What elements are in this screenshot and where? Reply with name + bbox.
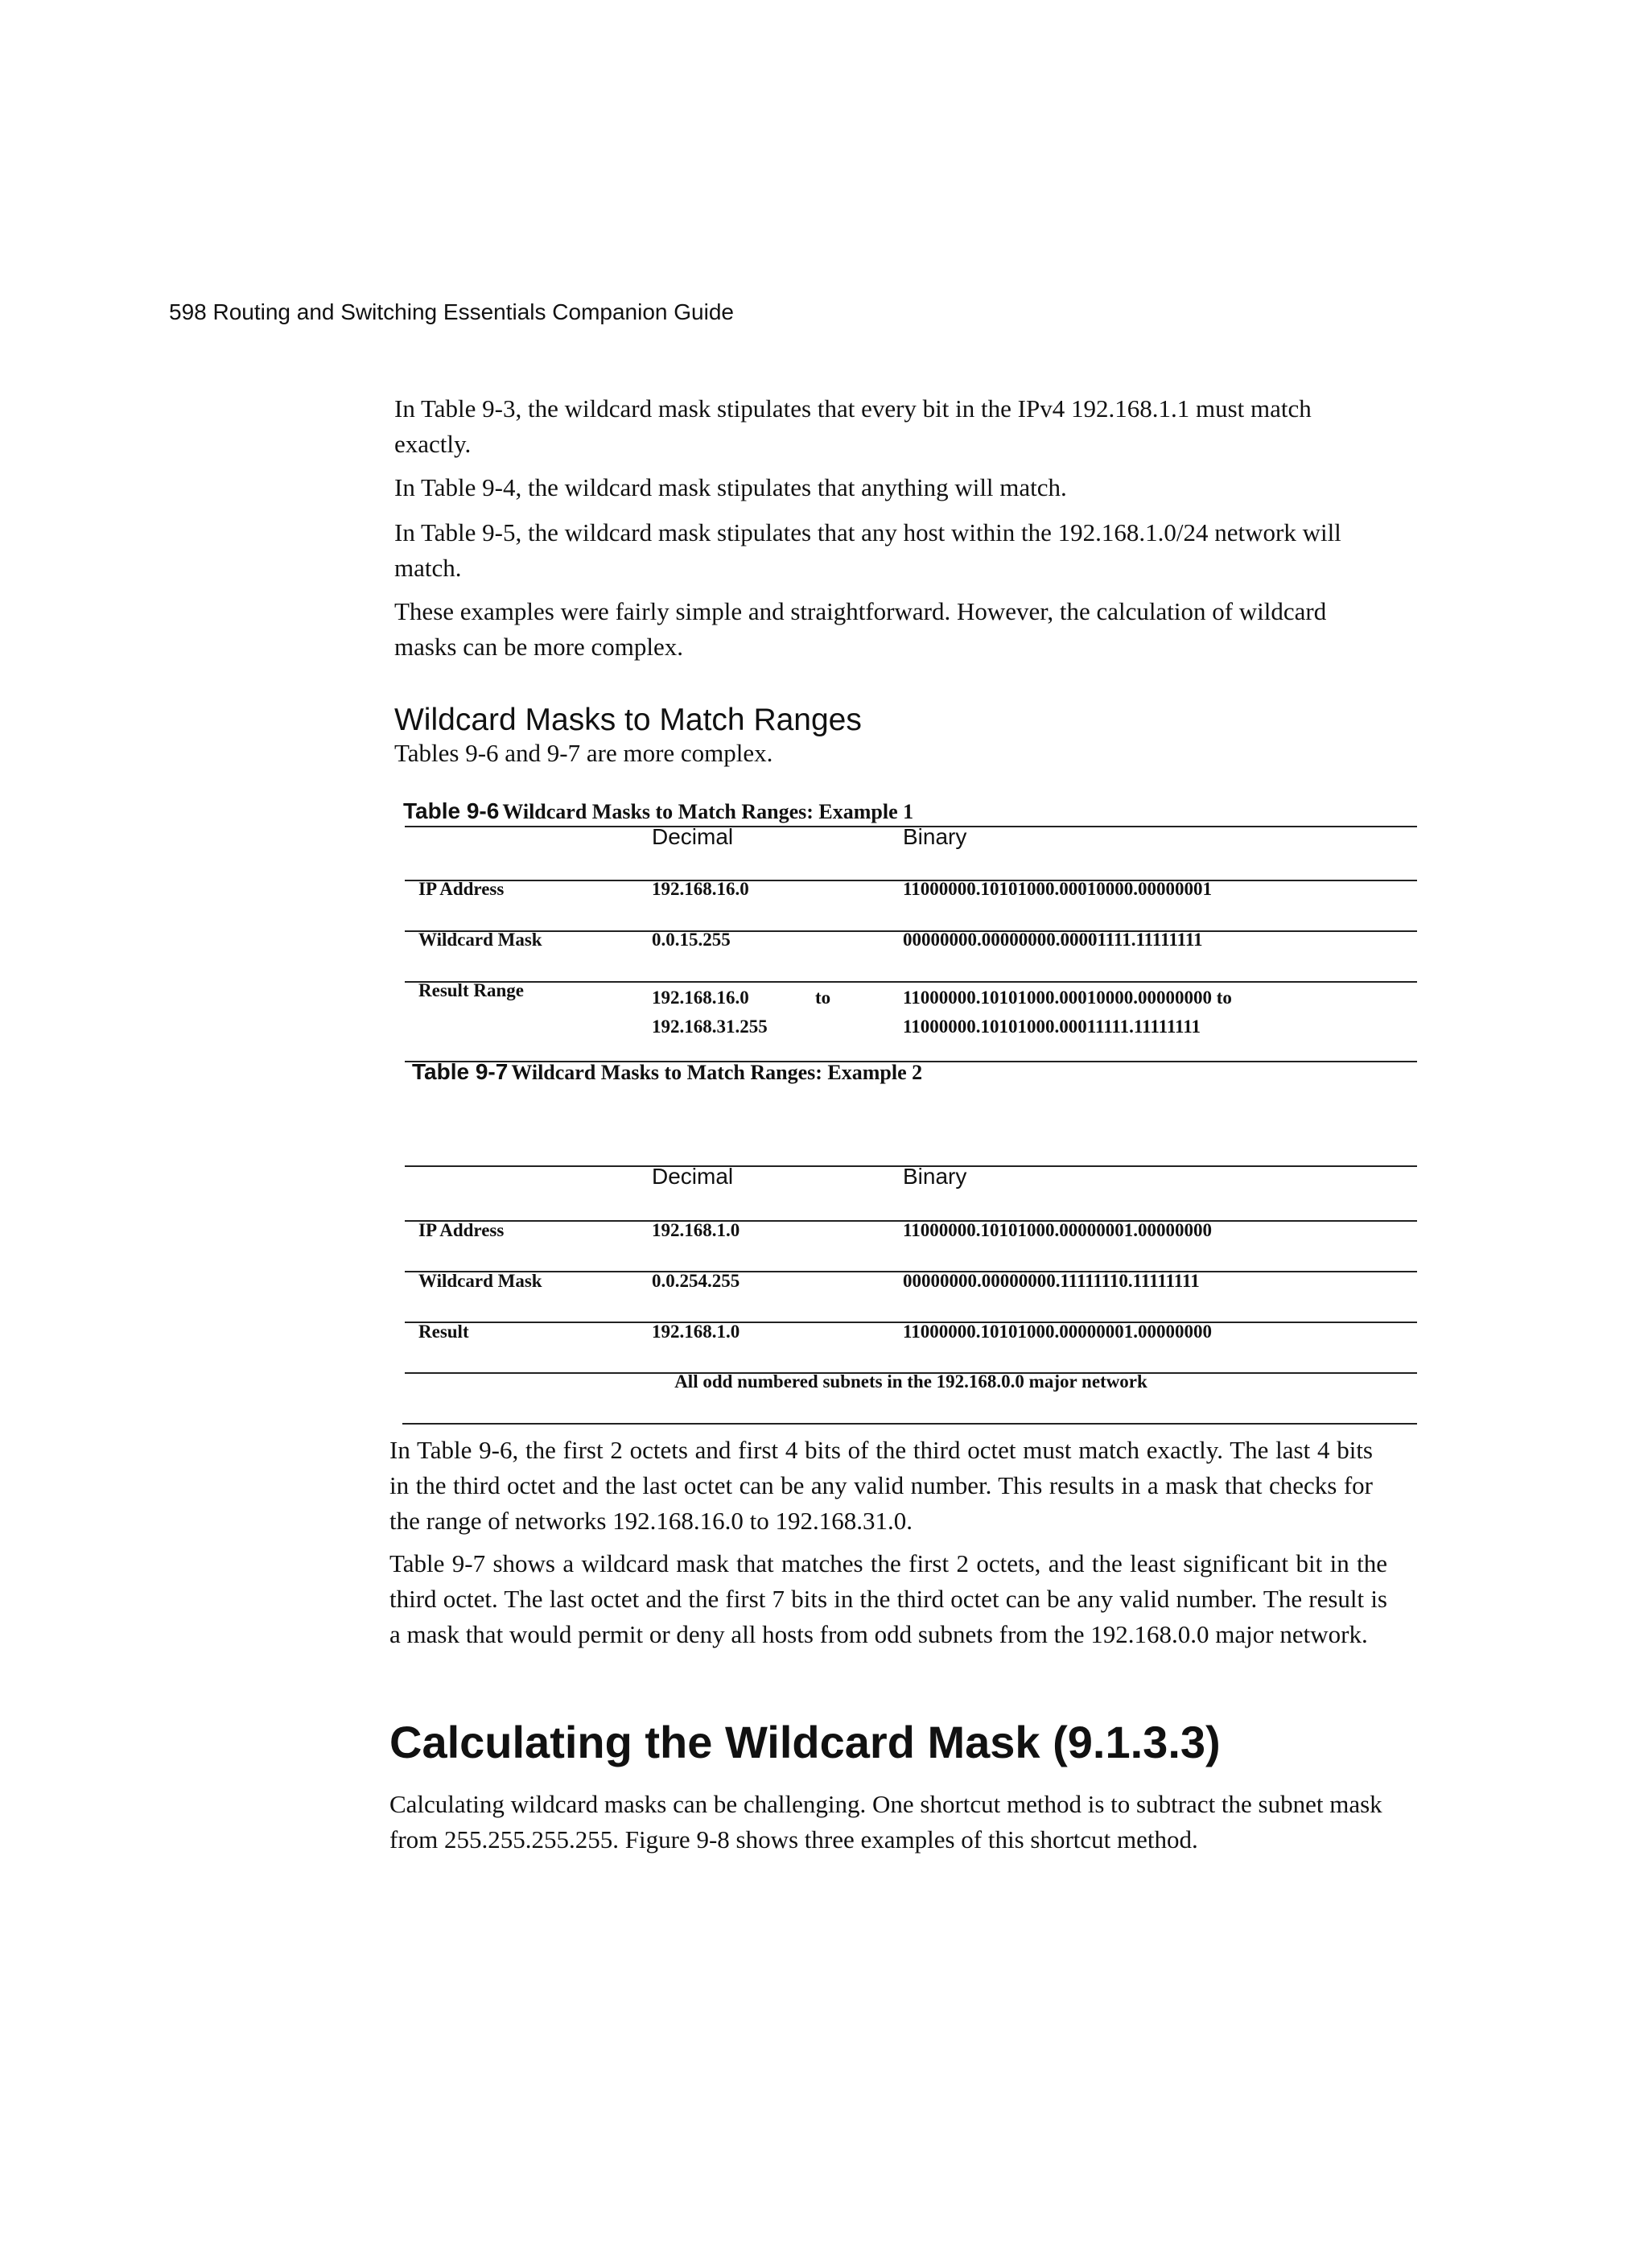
table-7-header-binary: Binary — [903, 1164, 967, 1189]
table-7-number: Table 9-7 — [412, 1059, 509, 1084]
table-6-row-1-binary: 11000000.10101000.00010000.00000001 — [903, 879, 1212, 899]
table-7-bottom-rule — [402, 1423, 1417, 1425]
table-7-caption — [412, 1059, 922, 1085]
table-6-row-2-decimal: 0.0.15.255 — [652, 930, 731, 950]
table-7-row-3-binary: 11000000.10101000.00000001.00000000 — [903, 1322, 1212, 1342]
running-head: 598 Routing and Switching Essentials Companion Guide — [169, 299, 734, 324]
table-7-row-1-decimal: 192.168.1.0 — [652, 1220, 740, 1240]
table-6-caption — [403, 798, 913, 824]
section-heading: Wildcard Masks to Match Ranges — [394, 703, 862, 737]
table-7-row-1-binary: 11000000.10101000.00000001.00000000 — [903, 1220, 1212, 1240]
explanation-paragraph-1: In Table 9-6, the first 2 octets and first 4 bits of the third octet must match exactly. The last 4 bits in the third octet and the last octet can be any valid number. This results in a mask that checks for the range of networks 192.168.16.0 to 192.168.31.0. — [389, 1436, 1373, 1535]
table-6-row-2-label: Wildcard Mask — [418, 930, 542, 950]
calc-heading: Calculating the Wildcard Mask (9.1.3.3) — [389, 1717, 1221, 1767]
table-6-result-binary-start: 11000000.10101000.00010000.00000000 to — [903, 988, 1232, 1008]
table-6-header-decimal: Decimal — [652, 824, 734, 849]
table-6-row-2-binary: 00000000.00000000.00001111.11111111 — [903, 930, 1203, 950]
table-6-row-rule — [405, 981, 1417, 983]
table-7-row-3-decimal: 192.168.1.0 — [652, 1322, 740, 1342]
table-7-header-decimal: Decimal — [652, 1164, 734, 1189]
table-7-footnote: All odd numbered subnets in the 192.168.0.0 major network — [674, 1371, 1147, 1392]
section-lead: Tables 9-6 and 9-7 are more complex. — [394, 739, 773, 767]
calc-paragraph: Calculating wildcard masks can be challenging. One shortcut method is to subtract the subnet mask from 255.255.255.255. Figure 9-8 shows three examples of this shortcut method. — [389, 1790, 1382, 1854]
table-6-result-decimal-start: 192.168.16.0 — [652, 988, 749, 1008]
explanation-paragraph-2: Table 9-7 shows a wildcard mask that matches the first 2 octets, and the least significant bit in the third octet. The last octet and the first 7 bits in the third octet can be any valid number. The result is a mask that would permit or deny all hosts from odd subnets from the 192.168.0.0 major network. — [389, 1549, 1387, 1648]
table-7-row-3-label: Result — [418, 1322, 469, 1342]
table-7-row-2-decimal: 0.0.254.255 — [652, 1271, 740, 1291]
table-7-row-2-label: Wildcard Mask — [418, 1271, 542, 1291]
table-6-row-1-decimal: 192.168.16.0 — [652, 879, 749, 899]
intro-paragraph-1: In Table 9-3, the wildcard mask stipulates that every bit in the IPv4 192.168.1.1 must match exactly. — [394, 394, 1312, 458]
table-6-number: Table 9-6 — [403, 798, 500, 823]
table-6-result-binary-end: 11000000.10101000.00011111.11111111 — [903, 1016, 1201, 1037]
table-6-result-to: to — [815, 988, 831, 1008]
intro-paragraph-4: These examples were fairly simple and straightforward. However, the calculation of wildcard masks can be more complex. — [394, 597, 1327, 661]
table-6-title: Wildcard Masks to Match Ranges: Example 1 — [502, 800, 914, 823]
table-6-row-1-label: IP Address — [418, 879, 505, 899]
intro-paragraph-3: In Table 9-5, the wildcard mask stipulates that any host within the 192.168.1.0/24 network will match. — [394, 518, 1341, 582]
table-6-result-decimal-end: 192.168.31.255 — [652, 1016, 768, 1037]
table-6-result-label: Result Range — [418, 980, 524, 1000]
table-6-header-binary: Binary — [903, 824, 967, 849]
table-7-row-1-label: IP Address — [418, 1220, 505, 1240]
table-7-row-2-binary: 00000000.00000000.11111110.11111111 — [903, 1271, 1200, 1291]
intro-paragraph-2: In Table 9-4, the wildcard mask stipulates that anything will match. — [394, 473, 1067, 501]
table-7-title: Wildcard Masks to Match Ranges: Example 2 — [511, 1061, 923, 1084]
